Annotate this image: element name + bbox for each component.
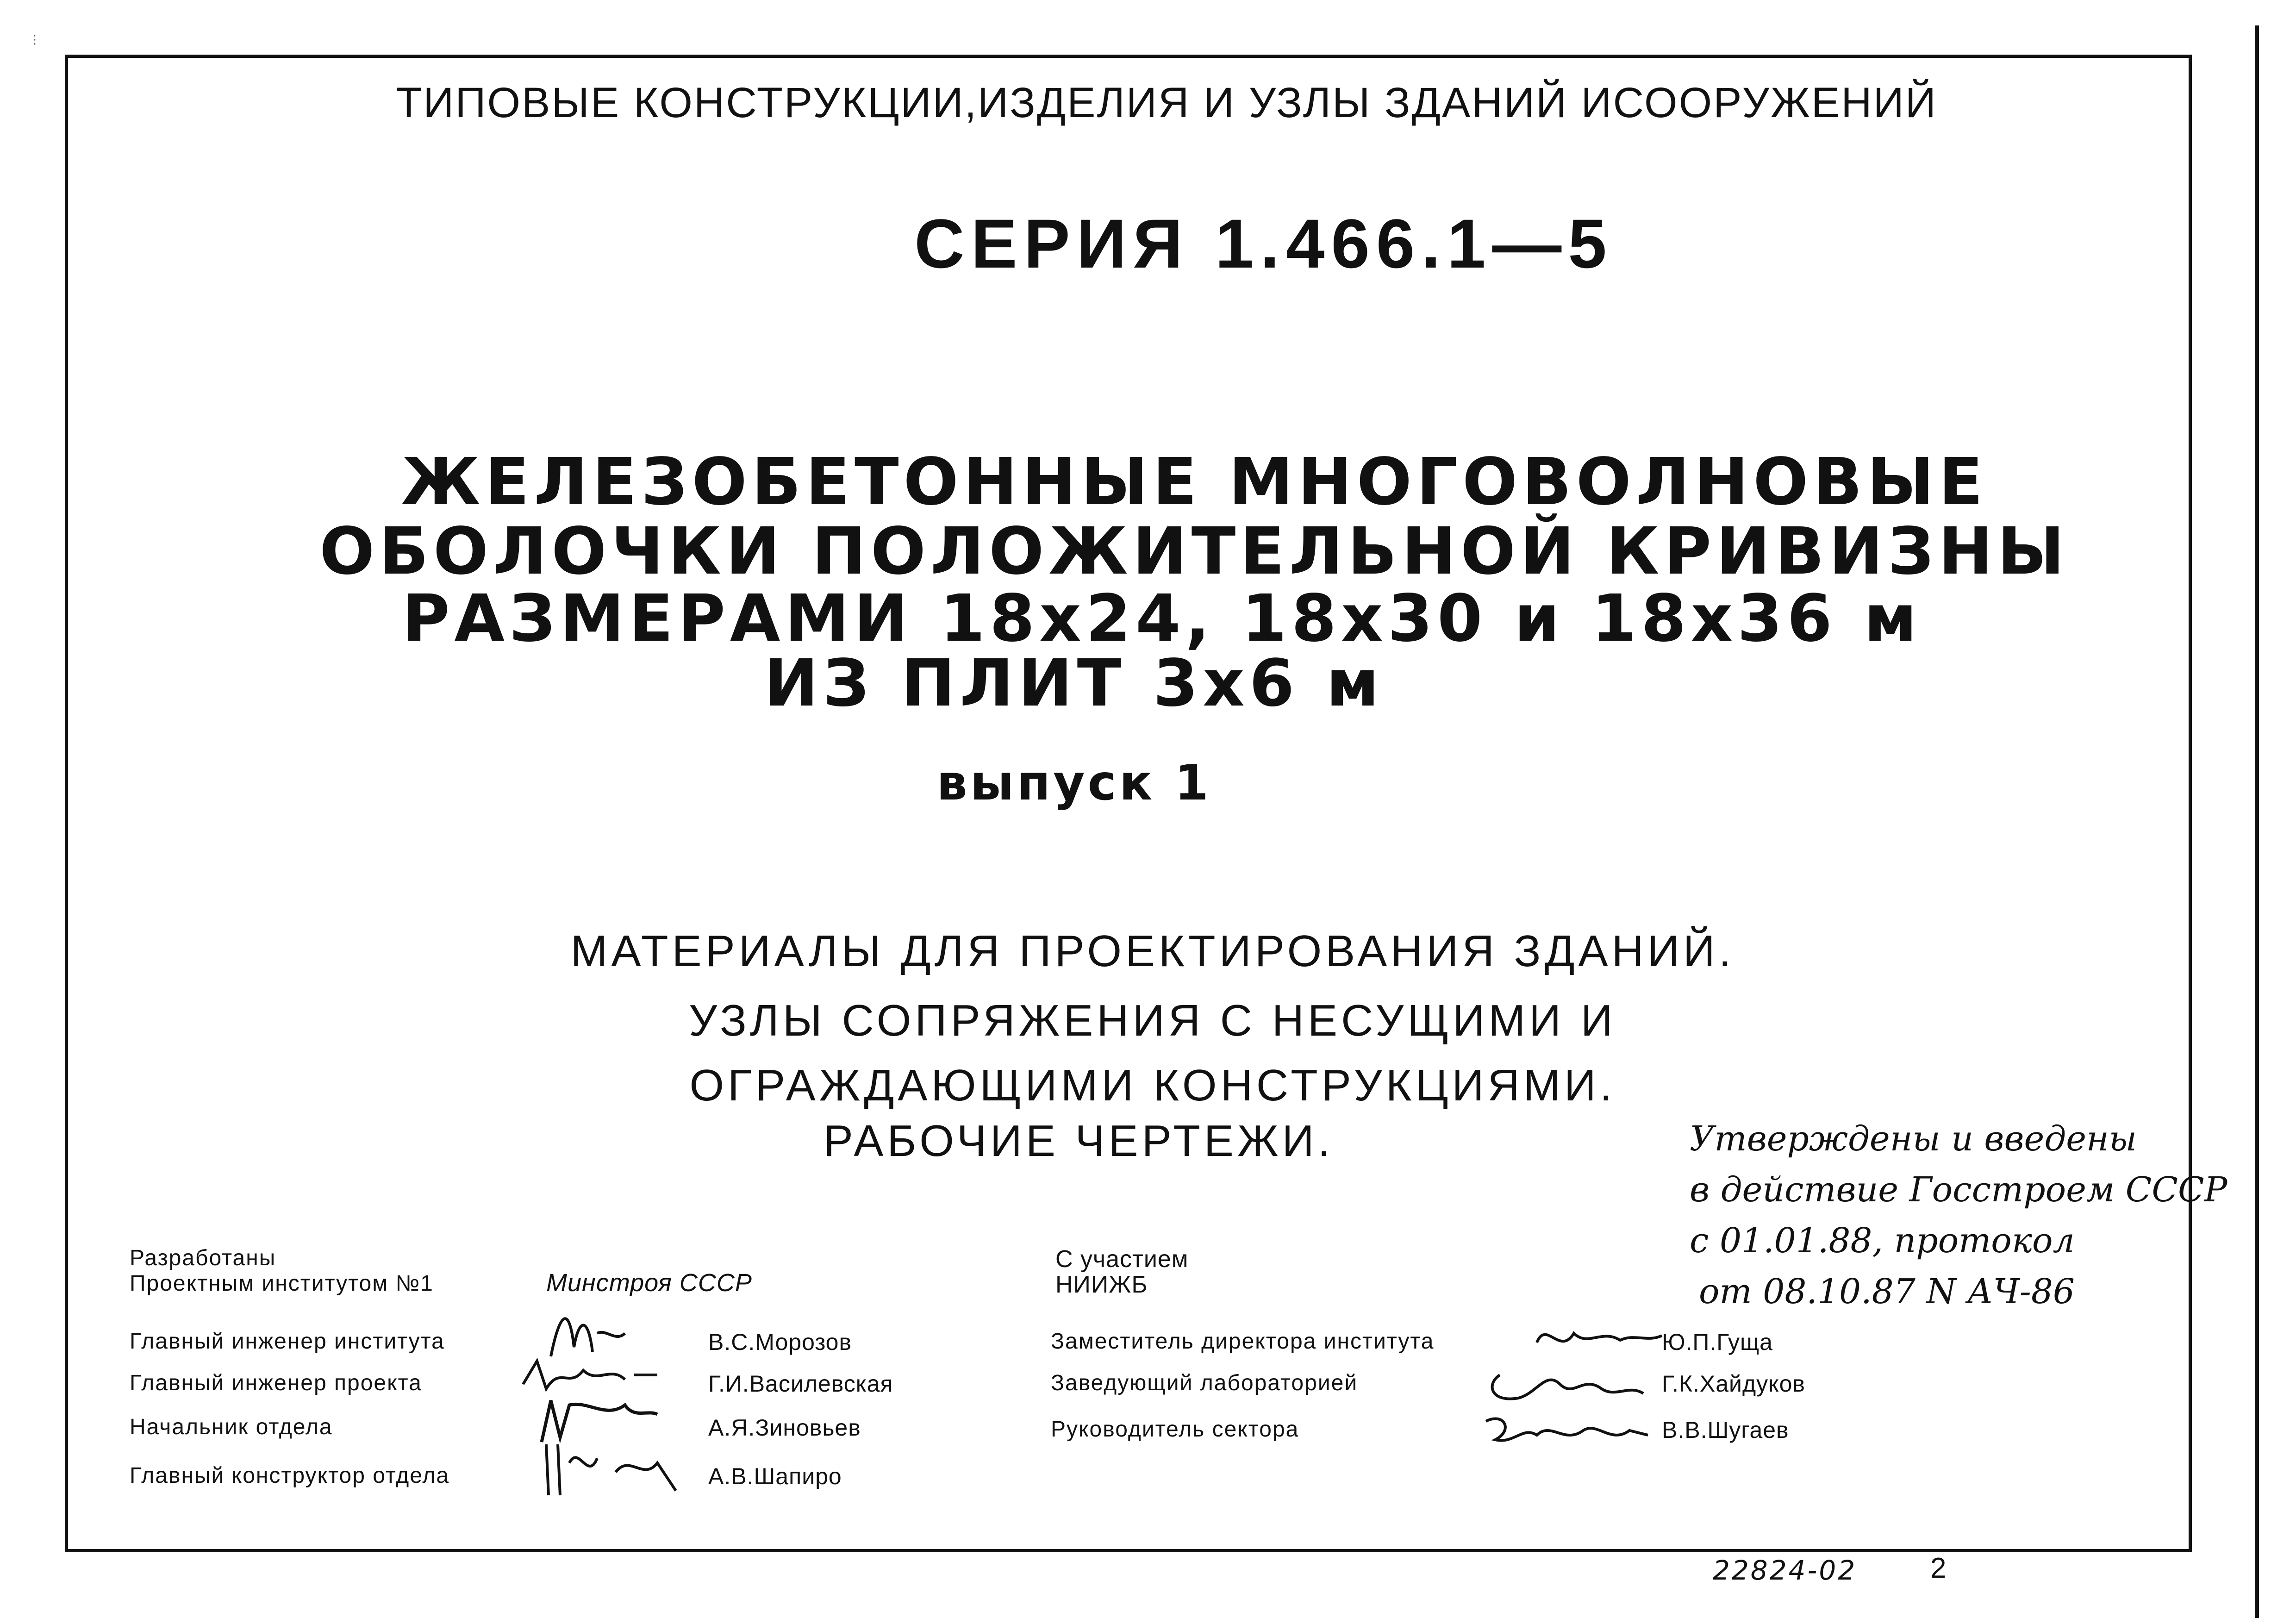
participation-label: С участием xyxy=(1055,1246,1189,1273)
subtitle-line-2: УЗЛЫ СОПРЯЖЕНИЯ С НЕСУЩИМИ И xyxy=(689,996,1616,1045)
approval-line-1: Утверждены и введены xyxy=(1690,1119,2137,1159)
approval-line-4: от 08.10.87 N АЧ-86 xyxy=(1699,1272,2075,1312)
signature-gushcha xyxy=(1528,1315,1666,1361)
developers-ministry: Минстроя СССР xyxy=(546,1269,752,1297)
part-name-3: В.В.Шугаев xyxy=(1662,1417,1789,1443)
signature-shapiro xyxy=(537,1435,690,1500)
dev-position-3: Начальник отдела xyxy=(130,1415,333,1439)
developers-institute: Проектным институтом №1 xyxy=(130,1271,434,1296)
subtitle-line-1: МАТЕРИАЛЫ ДЛЯ ПРОЕКТИРОВАНИЯ ЗДАНИЙ. xyxy=(570,926,1735,976)
participation-institute: НИИЖБ xyxy=(1055,1271,1148,1298)
dev-name-3: А.Я.Зиновьев xyxy=(708,1415,861,1441)
approval-line-2: в действие Госстроем СССР xyxy=(1690,1170,2227,1210)
document-code: 22824-02 xyxy=(1713,1555,1857,1586)
subtitle-line-3: ОГРАЖДАЮЩИМИ КОНСТРУКЦИЯМИ. xyxy=(689,1061,1616,1110)
signature-shugaev xyxy=(1472,1403,1666,1463)
title-line-2: ОБОЛОЧКИ ПОЛОЖИТЕЛЬНОЙ КРИВИЗНЫ xyxy=(319,514,2069,589)
title-line-1: ЖЕЛЕЗОБЕТОННЫЕ МНОГОВОЛНОВЫЕ xyxy=(401,444,1988,520)
dev-name-2: Г.И.Василевская xyxy=(708,1371,893,1397)
title-line-3: РАЗМЕРАМИ 18х24, 18х30 и 18х36 м xyxy=(402,581,1922,656)
dev-name-1: В.С.Морозов xyxy=(708,1329,852,1355)
approval-note xyxy=(1690,1113,2245,1317)
series-number: СЕРИЯ 1.466.1—5 xyxy=(914,205,1613,282)
subtitle-line-4: РАБОЧИЕ ЧЕРТЕЖИ. xyxy=(823,1116,1334,1166)
dev-position-2: Главный инженер проекта xyxy=(130,1371,422,1395)
part-name-2: Г.К.Хайдуков xyxy=(1662,1371,1805,1397)
developers-label: Разработаны xyxy=(130,1246,276,1270)
scan-mark: ⋮ xyxy=(29,32,41,46)
dev-name-4: А.В.Шапиро xyxy=(708,1463,842,1489)
title-line-4: ИЗ ПЛИТ 3х6 м xyxy=(764,646,1384,721)
part-name-1: Ю.П.Гуща xyxy=(1662,1329,1773,1355)
issue-label: выпуск 1 xyxy=(936,755,1211,811)
part-position-1: Заместитель директора института xyxy=(1051,1329,1435,1354)
part-position-2: Заведующий лабораторией xyxy=(1051,1371,1358,1395)
dev-position-4: Главный конструктор отдела xyxy=(130,1463,450,1488)
series-heading: ТИПОВЫЕ КОНСТРУКЦИИ,ИЗДЕЛИЯ И УЗЛЫ ЗДАНИЙ ИСООРУЖЕНИЙ xyxy=(396,79,1937,126)
page-number: 2 xyxy=(1930,1552,1947,1584)
part-position-3: Руководитель сектора xyxy=(1051,1417,1299,1442)
approval-line-3: с 01.01.88, протокол xyxy=(1690,1221,2075,1261)
dev-position-1: Главный инженер института xyxy=(130,1329,445,1354)
